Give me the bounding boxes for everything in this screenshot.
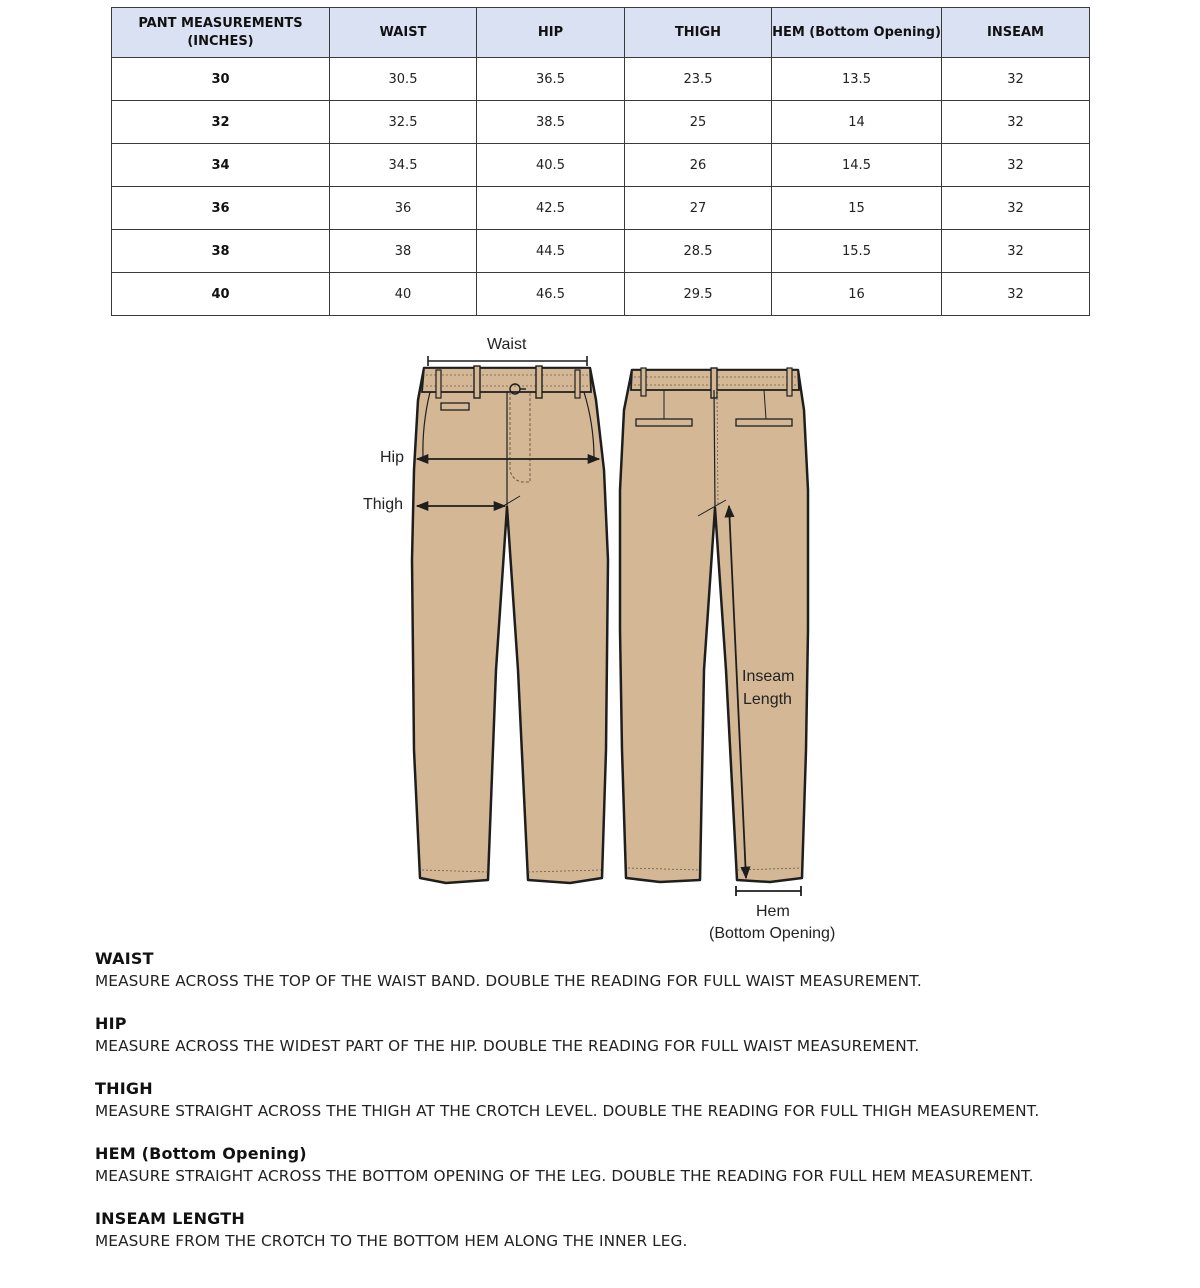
cell-hip: 36.5 xyxy=(477,58,625,101)
guide-hem xyxy=(95,1143,1175,1187)
header-waist: WAIST xyxy=(330,8,477,58)
table-header-row xyxy=(112,8,1090,58)
cell-hem: 15.5 xyxy=(772,230,942,273)
guide-hip xyxy=(95,1013,1175,1057)
cell-size: 32 xyxy=(112,101,330,144)
cell-thigh: 27 xyxy=(625,187,772,230)
cell-hem: 14.5 xyxy=(772,144,942,187)
header-pant-measurements: PANT MEASUREMENTS (INCHES) xyxy=(112,8,330,58)
inseam-label-line2: Length xyxy=(743,691,792,708)
table-row xyxy=(112,230,1090,273)
measurement-guide xyxy=(95,948,1175,1273)
cell-hip: 42.5 xyxy=(477,187,625,230)
cell-inseam: 32 xyxy=(942,187,1090,230)
header-thigh: THIGH xyxy=(625,8,772,58)
cell-size: 30 xyxy=(112,58,330,101)
cell-size: 40 xyxy=(112,273,330,316)
cell-thigh: 25 xyxy=(625,101,772,144)
cell-hip: 46.5 xyxy=(477,273,625,316)
cell-waist: 32.5 xyxy=(330,101,477,144)
measurement-diagram xyxy=(0,330,1200,950)
guide-title: HEM (Bottom Opening) xyxy=(95,1144,307,1163)
waist-label: Waist xyxy=(487,336,527,353)
waist-measure-line xyxy=(428,356,587,366)
guide-title: THIGH xyxy=(95,1079,153,1098)
cell-waist: 30.5 xyxy=(330,58,477,101)
header-inseam: INSEAM xyxy=(942,8,1090,58)
cell-inseam: 32 xyxy=(942,101,1090,144)
cell-inseam: 32 xyxy=(942,144,1090,187)
front-pants xyxy=(412,366,608,883)
table-row xyxy=(112,187,1090,230)
cell-size: 34 xyxy=(112,144,330,187)
cell-waist: 36 xyxy=(330,187,477,230)
guide-title: HIP xyxy=(95,1014,127,1033)
pants-illustration xyxy=(0,330,1200,950)
guide-text: MEASURE STRAIGHT ACROSS THE THIGH AT THE CROTCH LEVEL. DOUBLE THE READING FOR FULL THIGH MEASUREMENT. xyxy=(95,1102,1040,1120)
guide-waist xyxy=(95,948,1175,992)
cell-thigh: 23.5 xyxy=(625,58,772,101)
guide-text: MEASURE STRAIGHT ACROSS THE BOTTOM OPENING OF THE LEG. DOUBLE THE READING FOR FULL HEM MEASUREMENT. xyxy=(95,1167,1034,1185)
hem-label-line1: Hem xyxy=(756,903,790,920)
cell-size: 38 xyxy=(112,230,330,273)
cell-thigh: 26 xyxy=(625,144,772,187)
thigh-label: Thigh xyxy=(363,496,404,513)
table-row xyxy=(112,58,1090,101)
guide-title: INSEAM LENGTH xyxy=(95,1209,245,1228)
cell-waist: 40 xyxy=(330,273,477,316)
cell-waist: 34.5 xyxy=(330,144,477,187)
cell-hem: 14 xyxy=(772,101,942,144)
cell-hip: 44.5 xyxy=(477,230,625,273)
cell-hip: 38.5 xyxy=(477,101,625,144)
size-chart-table xyxy=(111,7,1090,316)
guide-text: MEASURE ACROSS THE TOP OF THE WAIST BAND. DOUBLE THE READING FOR FULL WAIST MEASUREMENT. xyxy=(95,972,922,990)
hem-measure-line xyxy=(736,886,801,896)
cell-hem: 13.5 xyxy=(772,58,942,101)
cell-inseam: 32 xyxy=(942,230,1090,273)
cell-waist: 38 xyxy=(330,230,477,273)
header-hip: HIP xyxy=(477,8,625,58)
table-row xyxy=(112,273,1090,316)
cell-inseam: 32 xyxy=(942,273,1090,316)
guide-thigh xyxy=(95,1078,1175,1122)
guide-title: WAIST xyxy=(95,949,154,968)
header-hem: HEM (Bottom Opening) xyxy=(772,8,942,58)
cell-hem: 15 xyxy=(772,187,942,230)
back-pants xyxy=(620,368,808,882)
guide-text: MEASURE ACROSS THE WIDEST PART OF THE HIP. DOUBLE THE READING FOR FULL WAIST MEASUREMENT. xyxy=(95,1037,920,1055)
table-row xyxy=(112,101,1090,144)
cell-thigh: 28.5 xyxy=(625,230,772,273)
cell-hip: 40.5 xyxy=(477,144,625,187)
cell-thigh: 29.5 xyxy=(625,273,772,316)
cell-size: 36 xyxy=(112,187,330,230)
hem-label-line2: (Bottom Opening) xyxy=(709,925,836,942)
cell-inseam: 32 xyxy=(942,58,1090,101)
table-body xyxy=(112,58,1090,316)
hip-label: Hip xyxy=(380,449,405,466)
guide-text: MEASURE FROM THE CROTCH TO THE BOTTOM HEM ALONG THE INNER LEG. xyxy=(95,1232,688,1250)
inseam-label-line1: Inseam xyxy=(742,668,795,685)
cell-hem: 16 xyxy=(772,273,942,316)
guide-inseam xyxy=(95,1208,1175,1252)
table-row xyxy=(112,144,1090,187)
